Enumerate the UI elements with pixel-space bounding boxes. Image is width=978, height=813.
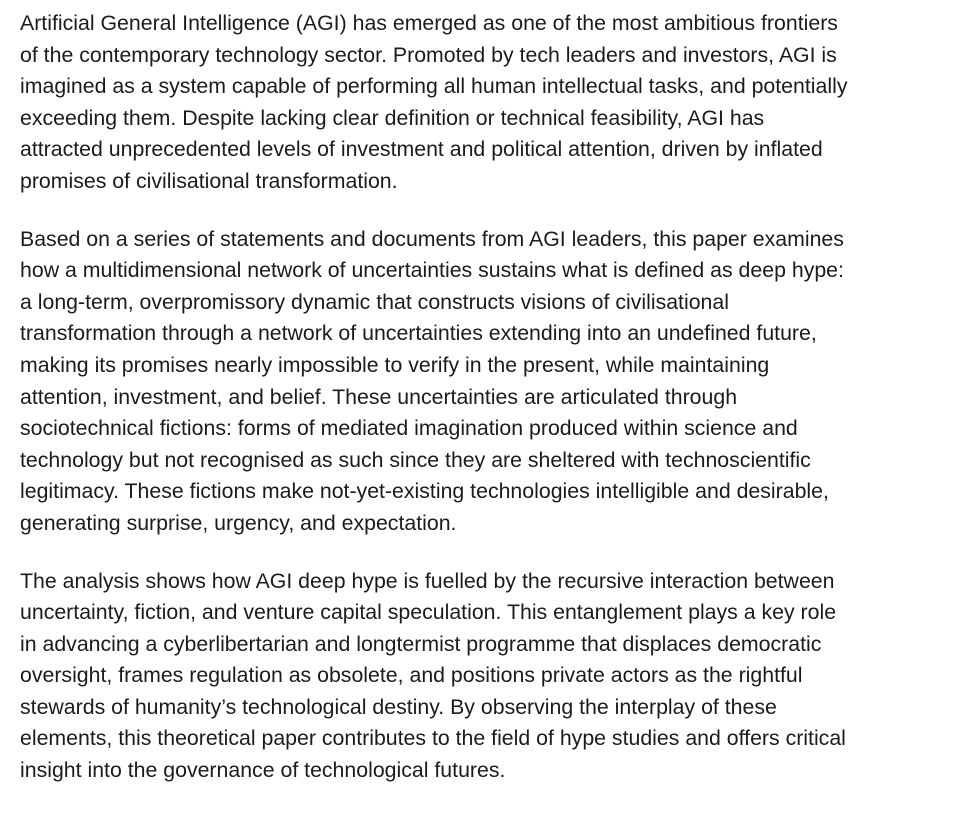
- text-line: oversight, frames regulation as obsolete, and positions private actors as the rightful: [20, 663, 803, 688]
- text-line: how a multidimensional network of uncertainties sustains what is defined as deep hype:: [20, 258, 844, 283]
- text-line: transformation through a network of uncertainties extending into an undefined future,: [20, 321, 817, 346]
- text-line: of the contemporary technology sector. Promoted by tech leaders and investors, AGI is: [20, 42, 837, 67]
- paragraph-1: [20, 8, 960, 198]
- text-line: in advancing a cyberlibertarian and longtermist programme that displaces democratic: [20, 631, 822, 656]
- text-line: elements, this theoretical paper contributes to the field of hype studies and offers critical: [20, 726, 846, 751]
- text-line: Based on a series of statements and documents from AGI leaders, this paper examines: [20, 226, 844, 251]
- text-line: attention, investment, and belief. These uncertainties are articulated through: [20, 384, 738, 409]
- text-line: attracted unprecedented levels of investment and political attention, driven by inflated: [20, 137, 823, 162]
- text-line: making its promises nearly impossible to verify in the present, while maintaining: [20, 352, 770, 377]
- text-line: generating surprise, urgency, and expectation.: [20, 510, 457, 535]
- text-line: legitimacy. These fictions make not-yet-existing technologies intelligible and desirable,: [20, 479, 829, 504]
- text-line: stewards of humanity’s technological destiny. By observing the interplay of these: [20, 694, 777, 719]
- abstract-text: [20, 8, 960, 813]
- text-line: promises of civilisational transformation.: [20, 168, 398, 193]
- text-line: sociotechnical fictions: forms of mediated imagination produced within science and: [20, 416, 798, 441]
- paragraph-2: [20, 224, 960, 540]
- text-line: technology but not recognised as such since they are sheltered with technoscientific: [20, 447, 811, 472]
- text-line: uncertainty, fiction, and venture capital speculation. This entanglement plays a key role: [20, 600, 837, 625]
- text-line: Artificial General Intelligence (AGI) has emerged as one of the most ambitious frontiers: [20, 11, 838, 35]
- text-line: The analysis shows how AGI deep hype is fuelled by the recursive interaction between: [20, 568, 835, 593]
- text-line: a long-term, overpromissory dynamic that constructs visions of civilisational: [20, 289, 729, 314]
- text-line: insight into the governance of technological futures.: [20, 758, 506, 783]
- text-line: imagined as a system capable of performing all human intellectual tasks, and potentially: [20, 74, 848, 99]
- text-line: exceeding them. Despite lacking clear definition or technical feasibility, AGI has: [20, 105, 765, 130]
- paragraph-3: [20, 566, 960, 787]
